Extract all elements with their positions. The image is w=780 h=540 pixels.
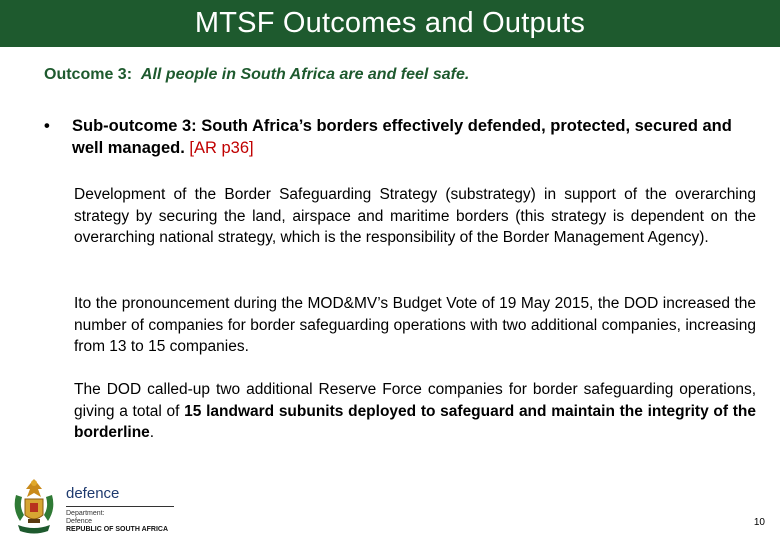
outcome-text: All people in South Africa are and feel safe. <box>140 66 470 83</box>
outcome-label: Outcome 3: <box>44 66 133 83</box>
sub-outcome-body <box>72 115 760 160</box>
page-number: 10 <box>753 517 765 528</box>
paragraph-strategy: Development of the Border Safeguarding Strategy (substrategy) in support of the overarching strategy by securing the land, airspace and maritime borders (this strategy is dependent on the overarching national strategy, which is the responsibility of the Border Management Agency). <box>74 186 756 246</box>
logo-text <box>66 485 174 533</box>
logo-name: defence <box>66 485 120 502</box>
paragraph-reserve-bold: 15 landward subunits deployed to safeguard and maintain the integrity of the borderline <box>74 402 756 441</box>
sub-outcome-text: Sub-outcome 3: South Africa’s borders effectively defended, protected, secured and well managed. <box>72 117 732 158</box>
defence-logo <box>8 475 180 537</box>
logo-department-line2: Defence <box>66 518 93 525</box>
page-title: MTSF Outcomes and Outputs <box>194 7 586 39</box>
sub-outcome-reference: [AR p36] <box>189 139 254 158</box>
outcome-heading <box>44 66 744 84</box>
logo-department-line1: Department: <box>66 510 105 517</box>
sub-outcome <box>44 115 760 160</box>
logo-country: REPUBLIC OF SOUTH AFRICA <box>66 526 169 533</box>
paragraph-budget-vote: Ito the pronouncement during the MOD&MV’s Budget Vote of 19 May 2015, the DOD increased the number of companies for border safeguarding operations with two additional companies, increasing from 13 to 15 companies. <box>74 295 756 355</box>
paragraph-reserve-force <box>74 379 756 444</box>
paragraph-reserve-end: . <box>149 424 155 441</box>
coat-of-arms-icon <box>8 475 60 537</box>
logo-divider <box>66 506 174 507</box>
paragraph-reserve-start: The DOD called-up two additional Reserve Force companies for border safeguarding operations, giving a total of <box>74 381 756 420</box>
bullet-icon: • <box>44 117 50 135</box>
title-bar <box>0 0 780 47</box>
